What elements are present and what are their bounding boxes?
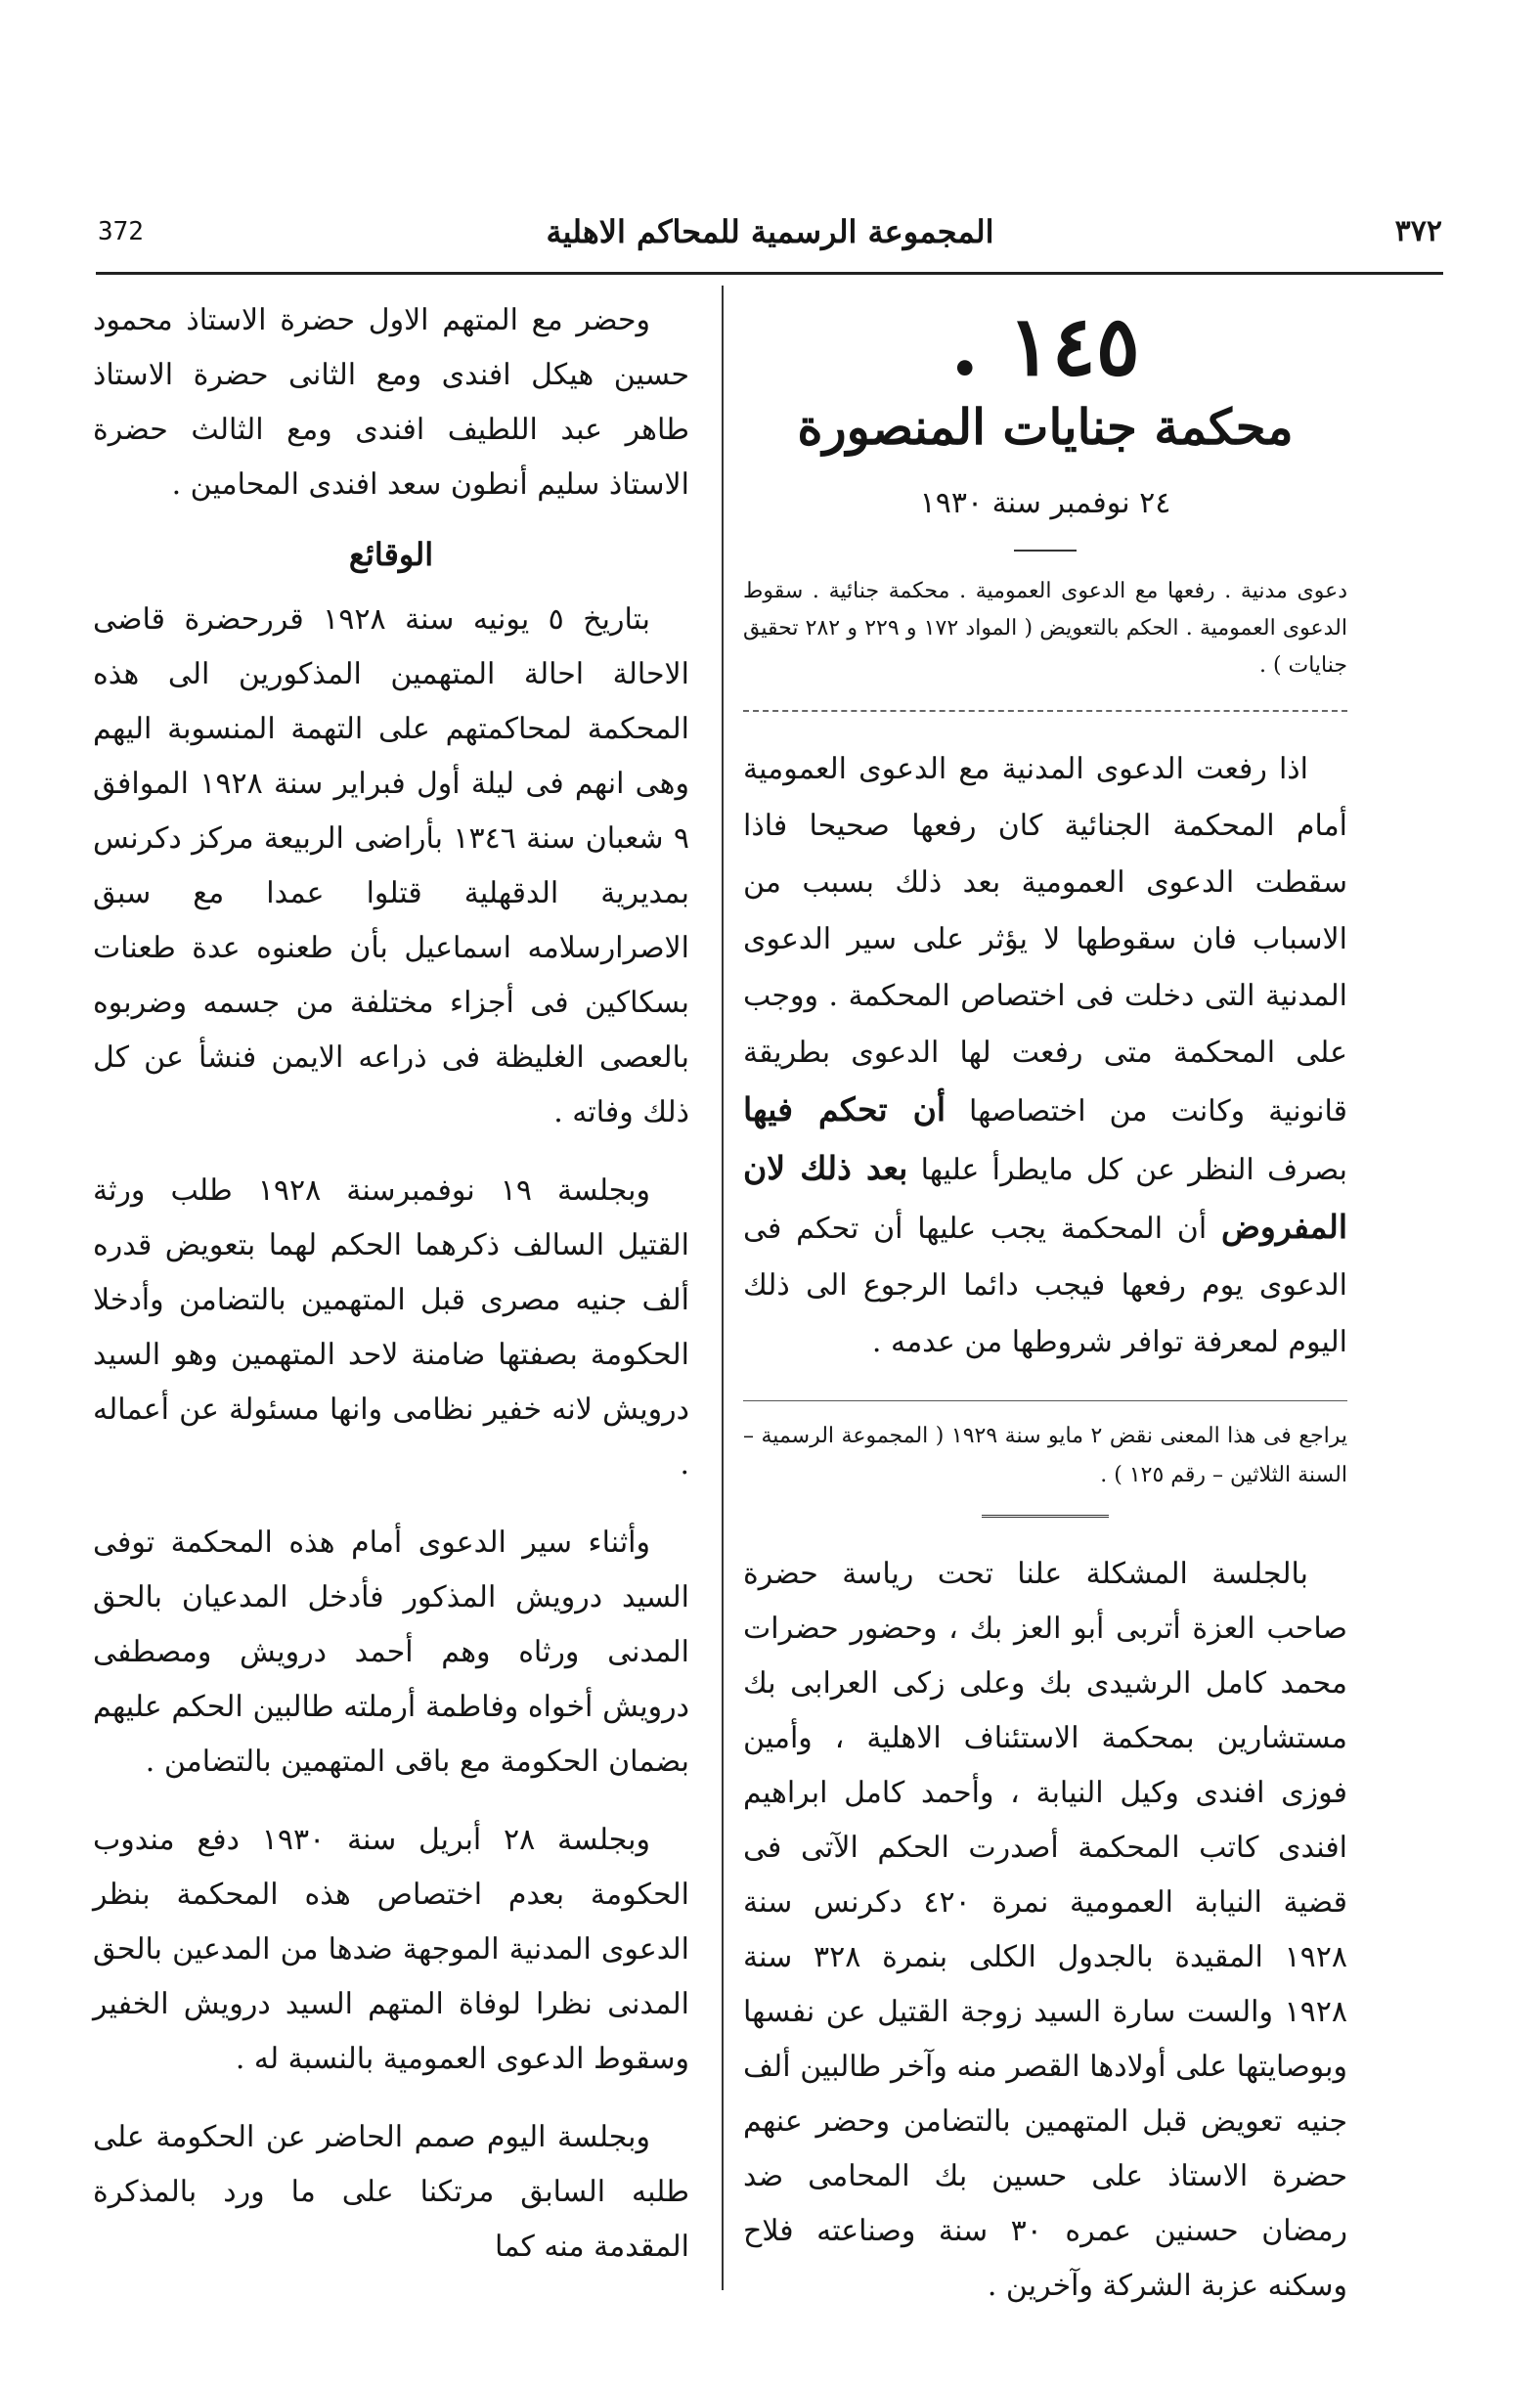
left-column — [93, 293, 689, 2298]
case-number: ١٤٥ . — [950, 297, 1140, 394]
facts-heading: الوقائع — [348, 536, 434, 573]
running-title: المجموعة الرسمية للمحاكم الاهلية — [546, 213, 994, 250]
section-double-rule — [982, 1515, 1109, 1522]
november-session-paragraph: وبجلسة ١٩ نوفمبرسنة ١٩٢٨ طلب ورثة القتيل السالف ذكرهما الحكم لهما بتعويض قدره ألف جنيه مصرى قبل المتهمين بالتضامن وأدخلا الحكومة بصفتها ضامنة لاحد المتهمين وهو السيد درويش لانه خفير نظامى وانها مسئولة عن أعماله . — [93, 1173, 689, 1481]
ruling-text-1: اذا رفعت الدعوى المدنية مع الدعوى العمومية أمام المحكمة الجنائية كان رفعها صحيحا فاذا سقطت الدعوى العمومية بعد ذلك بسبب من الاسباب فان سقوطها لا يؤثر على سير الدعوى المدنية التى دخلت فى اختصاص المحكمة . ووجب على المحكمة متى رفعت لها الدعوى بطريقة قانونية وكانت من اختصاصها — [743, 752, 1347, 1128]
defendant-death-paragraph: وأثناء سير الدعوى أمام هذه المحكمة توفى السيد درويش المذكور فأدخل المدعيان بالحق المدنى ورثاه وهم أحمد درويش ومصطفى درويش أخواه وفاطمة أرملته طالبين الحكم عليهم بضمان الحكومة مع باقى المتهمين بالتضامن . — [93, 1525, 689, 1779]
note-rule — [743, 1400, 1347, 1401]
short-rule — [1014, 550, 1077, 552]
ruling-bold-1: أن تحكم فيها — [743, 1090, 946, 1128]
case-keywords: دعوى مدنية . رفعها مع الدعوى العمومية . محكمة جنائية . سقوط الدعوى العمومية . الحكم بالتعويض ( المواد ١٧٢ و ٢٢٩ و ٢٨٢ تحقيق جنايات ) . — [743, 579, 1347, 678]
ruling-text-2: بصرف النظر عن كل مايطرأ عليها — [920, 1153, 1347, 1187]
column-divider — [722, 286, 724, 2290]
court-name: محكمة جنايات المنصورة — [797, 398, 1294, 456]
attorneys-paragraph: وحضر مع المتهم الاول حضرة الاستاذ محمود حسين هيكل افندى ومع الثانى حضرة الاستاذ طاهر عبد اللطيف افندى ومع الثالث حضرة الاستاذ سليم أنطون سعد افندى المحامين . — [93, 303, 689, 502]
ruling-text-3: أن المحكمة يجب عليها أن تحكم فى الدعوى يوم رفعها فيجب دائما الرجوع الى ذلك اليوم لمعرفة توافر شروطها من عدمه . — [743, 1212, 1347, 1359]
case-date: ٢٤ نوفمبر سنة ١٩٣٠ — [919, 486, 1171, 520]
right-column — [743, 293, 1347, 2337]
page-number-arabic: ٣٧٢ — [1394, 214, 1442, 248]
today-session-paragraph: وبجلسة اليوم صمم الحاضر عن الحكومة على طلبه السابق مرتكنا على ما ورد بالمذكرة المقدمة منه كما — [93, 2120, 689, 2264]
april-session-paragraph: وبجلسة ٢٨ أبريل سنة ١٩٣٠ دفع مندوب الحكومة بعدم اختصاص هذه المحكمة بنظر الدعوى المدنية الموجهة ضدها من المدعين بالحق المدنى نظرا لوفاة المتهم السيد درويش الخفير وسقوط الدعوى العمومية بالنسبة له . — [93, 1823, 689, 2076]
header-rule — [96, 272, 1443, 275]
page-number-latin: 372 — [98, 217, 144, 246]
reference-note: يراجع فى هذا المعنى نقض ٢ مايو سنة ١٩٢٩ ( المجموعة الرسمية – السنة الثلاثين – رقم ١٢٥ ) . — [743, 1424, 1347, 1487]
ruling-summary — [743, 741, 1347, 1371]
ruling-bold-2: بعد ذلك لان المفروض — [743, 1149, 1347, 1246]
session-paragraph: بالجلسة المشكلة علنا تحت رياسة حضرة صاحب العزة أتربى أبو العز بك ، وحضور حضرات محمد كامل الرشيدى بك وعلى زكى العرابى بك مستشارين بمحكمة الاستئناف الاهلية ، وأمين فوزى افندى وكيل النيابة ، وأحمد كامل ابراهيم افندى كاتب المحكمة أصدرت الحكم الآتى فى قضية النيابة العمومية نمرة ٤٢٠ دكرنس سنة ١٩٢٨ المقيدة بالجدول الكلى بنمرة ٣٢٨ سنة ١٩٢٨ والست سارة السيد زوجة القتيل عن نفسها وبوصايتها على أولادها القصر منه وآخر طالبين ألف جنيه تعويض قبل المتهمين بالتضامن وحضر عنهم حضرة الاستاذ على حسين بك المحامى ضد رمضان حسنين عمره ٣٠ سنة وصناعته فلاح وسكنه عزبة الشركة وآخرين . — [743, 1557, 1348, 2303]
keywords-rule — [743, 710, 1347, 712]
facts-paragraph: بتاريخ ٥ يونيه سنة ١٩٢٨ قررحضرة قاضى الاحالة احالة المتهمين المذكورين الى هذه المحكمة لمحاكمتهم على التهمة المنسوبة اليهم وهى انهم فى ليلة أول فبراير سنة ١٩٢٨ الموافق ٩ شعبان سنة ١٣٤٦ بأراضى الربيعة مركز دكرنس بمديرية الدقهلية قتلوا عمدا مع سبق الاصرارسلامه اسماعيل بأن طعنوه عدة طعنات بسكاكين فى أجزاء مختلفة من جسمه وضربوه بالعصى الغليظة فى ذراعه الايمن فنشأ عن كل ذلك وفاته . — [93, 602, 690, 1129]
